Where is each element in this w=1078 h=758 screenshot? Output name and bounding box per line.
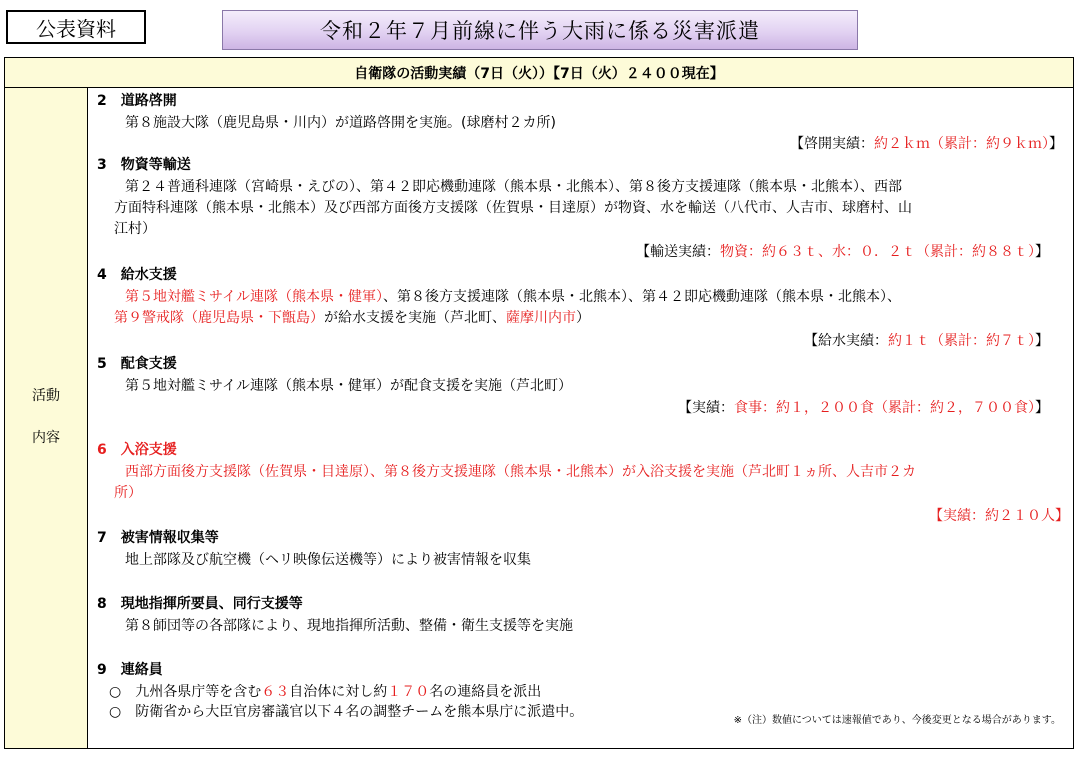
result-bathing-support: 【実績：約２１０人】 xyxy=(929,508,1069,524)
section-heading-bathing-support: 6 入浴支援 xyxy=(97,442,177,458)
section-body-meal-support: 第５地対艦ミサイル連隊（熊本県・健軍）が配食支援を実施（芦北町） xyxy=(125,378,573,394)
footnote: ※（注）数値については速報値であり、今後変更となる場合があります。 xyxy=(733,715,1061,726)
result-supply-transport xyxy=(636,242,1049,263)
body-text: 自治体に対し約 xyxy=(289,684,388,700)
section-heading-supply-transport: 3 物資等輸送 xyxy=(97,157,191,173)
section-body-supply-transport-1: 第２４普通科連隊（宮崎県・えびの）、第４２即応機動連隊（熊本県・北熊本）、第８後方支援連隊（熊本県・北熊本）、西部 xyxy=(125,179,902,195)
section-heading-liaison: 9 連絡員 xyxy=(97,662,163,678)
section-body-water-supply-1 xyxy=(125,287,901,308)
result-suffix: 】 xyxy=(1035,400,1049,416)
section-body-damage-info: 地上部隊及び航空機（ヘリ映像伝送機等）により被害情報を収集 xyxy=(125,552,531,568)
result-prefix: 【実績： xyxy=(678,400,734,416)
highlight-number: ６３ xyxy=(261,684,290,700)
result-suffix: 】 xyxy=(1035,333,1049,349)
result-prefix: 【給水実績： xyxy=(804,333,888,349)
result-value: 約２ｋｍ（累計：約９ｋｍ） xyxy=(874,136,1049,152)
activity-content xyxy=(88,88,1073,748)
section-body-supply-transport-2: 方面特科連隊（熊本県・北熊本）及び西部方面後方支援隊（佐賀県・目達原）が物資、水を輸送（八代市、人吉市、球磨村、山 xyxy=(114,200,912,216)
public-document-label: 公表資料 xyxy=(6,10,146,44)
section-body-bathing-support-1: 西部方面後方支援隊（佐賀県・目達原）、第８後方支援連隊（熊本県・北熊本）が入浴支援を実施（芦北町１ヵ所、人吉市２カ xyxy=(125,464,916,480)
body-text: ） xyxy=(576,310,590,326)
section-heading-road-clearing: 2 道路啓開 xyxy=(97,93,177,109)
body-text: が給水支援を実施（芦北町、 xyxy=(324,310,506,326)
section-body-field-command: 第８師団等の各部隊により、現地指揮所活動、整備・衛生支援等を実施 xyxy=(125,618,573,634)
result-value: 約１ｔ（累計：約７ｔ） xyxy=(888,333,1035,349)
highlight-location: 薩摩川内市 xyxy=(506,310,576,326)
section-body-water-supply-2 xyxy=(114,308,590,329)
liaison-bullet-2: ○ 防衛省から大臣官房審議官以下４名の調整チームを熊本県庁に派遣中。 xyxy=(109,704,584,720)
liaison-bullet-1 xyxy=(109,682,541,703)
activity-label-cell xyxy=(5,88,88,748)
body-text: 、第８後方支援連隊（熊本県・北熊本）、第４２即応機動連隊（熊本県・北熊本）、 xyxy=(383,289,902,305)
body-text: ○ 九州各県庁等を含む xyxy=(109,684,262,700)
result-meal-support xyxy=(678,398,1049,419)
result-suffix: 】 xyxy=(1049,136,1063,152)
section-heading-meal-support: 5 配食支援 xyxy=(97,356,177,372)
section-heading-damage-info: 7 被害情報収集等 xyxy=(97,530,219,546)
body-text: 名の連絡員を派出 xyxy=(429,684,542,700)
result-value: 食事：約１，２００食（累計：約２，７００食） xyxy=(734,400,1035,416)
activity-label-line-2: 内容 xyxy=(32,430,60,446)
result-prefix: 【輸送実績： xyxy=(636,244,720,260)
section-heading-field-command: 8 現地指揮所要員、同行支援等 xyxy=(97,596,303,612)
activity-table xyxy=(4,57,1074,749)
highlight-unit: 第９警戒隊（鹿児島県・下甑島） xyxy=(114,310,324,326)
result-road-clearing xyxy=(790,134,1063,155)
result-suffix: 】 xyxy=(1035,244,1049,260)
section-body-bathing-support-2: 所） xyxy=(114,485,142,501)
result-water-supply xyxy=(804,331,1049,352)
section-body-road-clearing: 第８施設大隊（鹿児島県・川内）が道路啓開を実施。(球磨村２カ所) xyxy=(125,115,556,131)
activity-label-line-1: 活動 xyxy=(32,388,60,404)
section-body-supply-transport-3: 江村） xyxy=(114,221,156,237)
result-value: 物資：約６３ｔ、水：０．２ｔ（累計：約８８ｔ） xyxy=(720,244,1035,260)
section-heading-water-supply: 4 給水支援 xyxy=(97,267,177,283)
page-title: 令和２年７月前線に伴う大雨に係る災害派遣 xyxy=(222,10,858,50)
highlight-number: １７０ xyxy=(387,684,430,700)
table-header: 自衛隊の活動実績（7日（火））【7日（火）２４００現在】 xyxy=(5,58,1073,88)
result-prefix: 【啓開実績： xyxy=(790,136,874,152)
highlight-unit: 第５地対艦ミサイル連隊（熊本県・健軍） xyxy=(125,289,384,305)
